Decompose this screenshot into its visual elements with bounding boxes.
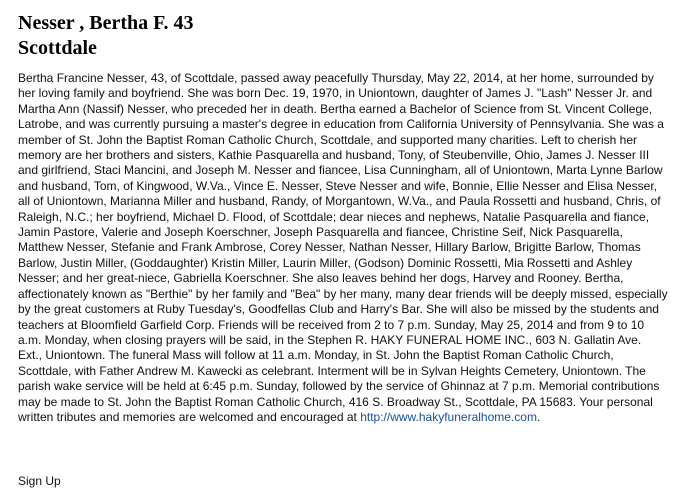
obituary-page xyxy=(18,11,668,425)
obituary-body xyxy=(18,71,668,425)
funeral-home-link[interactable]: http://www.hakyfuneralhome.com xyxy=(360,409,537,424)
cutoff-footer-text: Sign Up xyxy=(18,474,61,488)
obituary-city-heading: Scottdale xyxy=(18,37,97,59)
obituary-name-heading: Nesser , Bertha F. 43 xyxy=(18,12,194,34)
obituary-body-end: . xyxy=(536,409,541,424)
obituary-body-text: Bertha Francine Nesser, 43, of Scottdale, passed away peacefully Thursday, May 22, 2014, at her home, surrounded by her loving family and boyfriend. She was born Dec. 19, 1970, in Uniontown, daughter of James J. "Lash" Nesser Jr. and Martha Ann (Nassif) Nesser, who preceded her in death. Bertha earned a Bachelor of Science from St. Vincent College, Latrobe, and was currently pursuing a master's degree in education from California University of Pennsylvania. She was a member of St. John the Baptist Roman Catholic Church, Scottdale, and supported many charities. Left to cherish her memory are her brothers and sisters, Kathie Pasquarella and husband, Tony, of Steubenville, Ohio, James J. Nesser III and girlfriend, Staci Mancini, and Joseph M. Nesser and fiancee, Lisa Cunningham, all of Uniontown, Marta Lynne Barlow and husband, Tom, of Kingwood, W.Va., Vince E. Nesser, Steve Nesser and wife, Bonnie, Ellie Nesser and Elisa Nesser, all of Uniontown, Marianna Miller and husband, Randy, of Morgantown, W.Va., and Paula Rossetti and husband, Chris, of Raleigh, N.C.; her boyfriend, Michael D. Flood, of Scottdale; dear nieces and nephews, Natalie Pasquarella and fiance, Jamin Pastore, Valerie and Joseph Koerschner, Joseph Pasquarella and fiancee, Christine Seif, Nick Pasquarella, Matthew Nesser, Stefanie and Frank Ambrose, Corey Nesser, Nathan Nesser, Hillary Barlow, Brigitte Barlow, Thomas Barlow, Justin Miller, (Goddaughter) Kristin Miller, Laurin Miller, (Godson) Dominic Rossetti, Mia Rossetti and Ashley Nesser; and her great-niece, Gabriella Koerschner. She also leaves behind her dogs, Harvey and Rooney. Bertha, affectionately known as "Berthie" by her family and "Bea" by her many, many dear friends will be deeply missed, especially by the great customers at Ruby Tuesday's, Goodfellas Club and Harry's Bar. She will also be missed by the students and teachers at Bloomfield Garfield Corp. Friends will be received from 2 to 7 p.m. Sunday, May 25, 2014 and from 9 to 10 a.m. Monday, when closing prayers will be said, in the Stephen R. HAKY FUNERAL HOME INC., 603 N. Gallatin Ave. Ext., Uniontown. The funeral Mass will follow at 11 a.m. Monday, in St. John the Baptist Roman Catholic Church, Scottdale, with Father Andrew M. Kawecki as celebrant. Interment will be in Sylvan Heights Cemetery, Uniontown. The parish wake service will be held at 6:45 p.m. Sunday, followed by the service of Ghinnaz at 7 p.m. Memorial contributions may be made to St. John the Baptist Roman Catholic Church, 416 S. Broadway St., Scottdale, PA 15683. Your personal written tributes and memories are welcomed and encouraged at xyxy=(18,71,668,424)
